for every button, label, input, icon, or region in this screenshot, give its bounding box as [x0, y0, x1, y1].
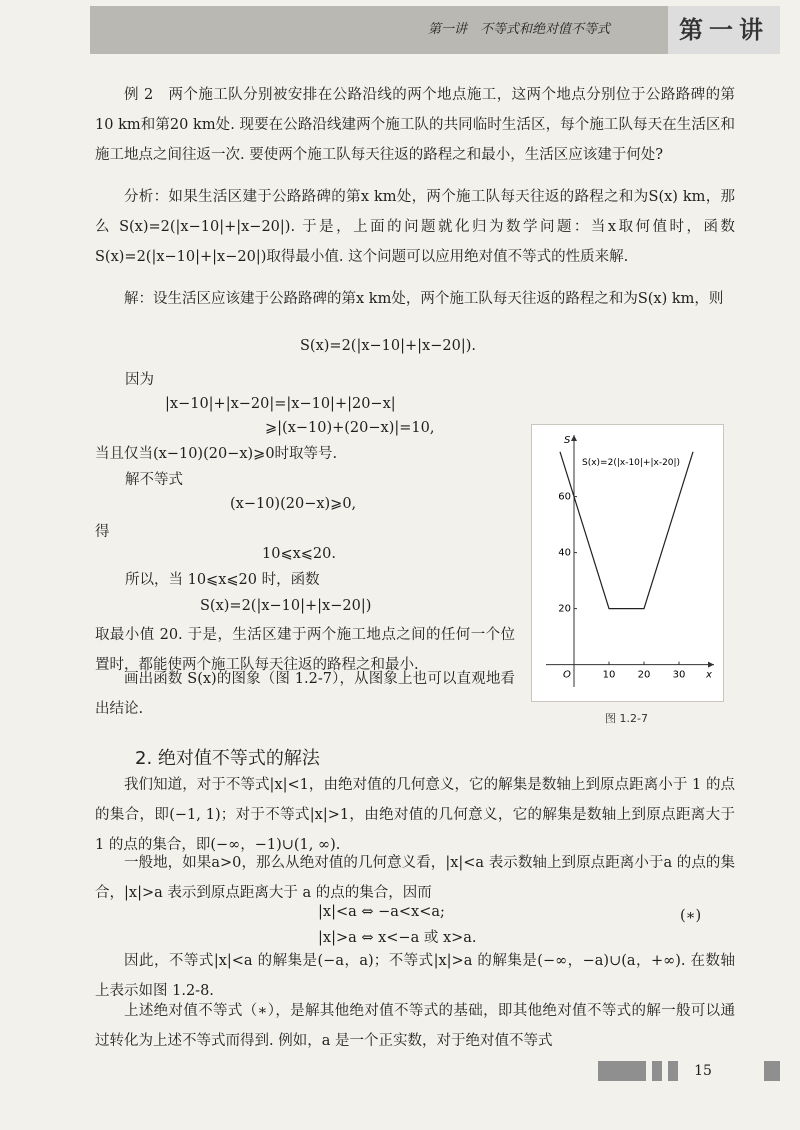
section2-para1: 我们知道，对于不等式|x|<1，由绝对值的几何意义，它的解集是数轴上到原点距离小于 1 的点的集合，即(−1, 1)；对于不等式|x|>1，由绝对值的几何意义，它的解集是数轴上到原点距离大于 1 的点的集合，即(−∞，−1)∪(1, ∞).: [95, 777, 735, 853]
get-label: 得: [95, 524, 110, 540]
because-label: 因为: [125, 372, 154, 388]
y-axis-label: S: [564, 435, 571, 446]
chapter-title: 第一讲 不等式和绝对值不等式: [427, 22, 610, 37]
equation-less-than: |x|<a ⇔ −a<x<a;: [318, 904, 445, 920]
y-axis-arrow: [571, 435, 577, 441]
x-tick-label: 20: [637, 669, 651, 681]
x-tick-label: 10: [602, 669, 616, 681]
x-tick-label: 30: [672, 669, 686, 681]
equation-s-of-x: S(x)=2(|x−10|+|x−20|).: [300, 338, 476, 354]
equation-triangle-1: |x−10|+|x−20|=|x−10|+|20−x|: [165, 396, 396, 412]
section2-para4: 上述绝对值不等式（∗），是解其他绝对值不等式的基础，即其他绝对值不等式的解一般可以通过转化为上述不等式而得到. 例如，a 是一个正实数，对于绝对值不等式: [95, 1003, 735, 1049]
example2-analysis: 分析：如果生活区建于公路路碑的第x km处，两个施工队每天往返的路程之和为S(x) km，那么 S(x)=2(|x−10|+|x−20|). 于是，上面的问题就化归为数学问题：当x取何值时，函数 S(x)=2(|x−10|+|x−20|)取得最小值. 这个问题可以应用绝对值不等式的性质来解.: [95, 189, 735, 265]
example2-graph-note: 画出函数 S(x)的图象（图 1.2-7），从图象上也可以直观地看出结论.: [95, 671, 515, 717]
figure-caption: 图 1.2-7: [605, 712, 648, 725]
x-axis-arrow: [708, 662, 714, 668]
figure-1-2-7: [531, 424, 724, 702]
solve-inequality-label: 解不等式: [125, 472, 183, 488]
section2-para3: 因此，不等式|x|<a 的解集是(−a，a)；不等式|x|>a 的解集是(−∞，−a)∪(a，+∞). 在数轴上表示如图 1.2-8.: [95, 953, 735, 999]
y-tick-label: 40: [558, 547, 571, 559]
equation-greater-than: |x|>a ⇔ x<−a 或 x>a.: [318, 930, 477, 946]
series-line-s-of-x: [560, 452, 693, 609]
function-graph: [532, 425, 723, 701]
equation-range: 10⩽x⩽20.: [262, 546, 336, 562]
equation-triangle-2: ⩾|(x−10)+(20−x)|=10,: [265, 420, 435, 436]
x-axis-label: x: [706, 669, 712, 681]
y-tick-label: 60: [558, 491, 571, 503]
example2-solution-intro: 解：设生活区应该建于公路路碑的第x km处，两个施工队每天往返的路程之和为S(x) km，则: [124, 291, 724, 307]
equation-s-of-x-2: S(x)=2(|x−10|+|x−20|): [200, 598, 372, 614]
page-number: 15: [688, 1061, 718, 1081]
example2-problem: 例 2 两个施工队分别被安排在公路沿线的两个地点施工，这两个地点分别位于公路路碑的第10 km和第20 km处. 现要在公路沿线建两个施工队的共同临时生活区，每个施工队每天在生活区和施工地点之间往返一次. 要使两个施工队每天往返的路程之和最小，生活区应该建于何处?: [95, 87, 735, 163]
section2-para2: 一般地，如果a>0，那么从绝对值的几何意义看，|x|<a 表示数轴上到原点距离小于a 的点的集合，|x|>a 表示到原点距离大于 a 的点的集合，因而: [95, 855, 735, 901]
chapter-tab: 第一讲: [668, 6, 780, 54]
so-label: 所以，当 10⩽x⩽20 时，函数: [125, 572, 320, 588]
page-header: [90, 6, 780, 54]
example2-conclusion: 取最小值 20. 于是，生活区建于两个施工地点之间的任何一个位置时，都能使两个施工队每天往返的路程之和最小.: [95, 627, 515, 673]
y-tick-label: 20: [558, 603, 571, 615]
section-title: 2. 绝对值不等式的解法: [135, 748, 320, 769]
function-label: S(x)=2(|x-10|+|x-20|): [582, 458, 681, 468]
equality-condition: 当且仅当(x−10)(20−x)⩾0时取等号.: [95, 446, 338, 462]
equation-product: (x−10)(20−x)⩾0,: [230, 496, 357, 512]
origin-label: O: [563, 669, 571, 681]
equation-marker: (∗): [680, 908, 702, 924]
